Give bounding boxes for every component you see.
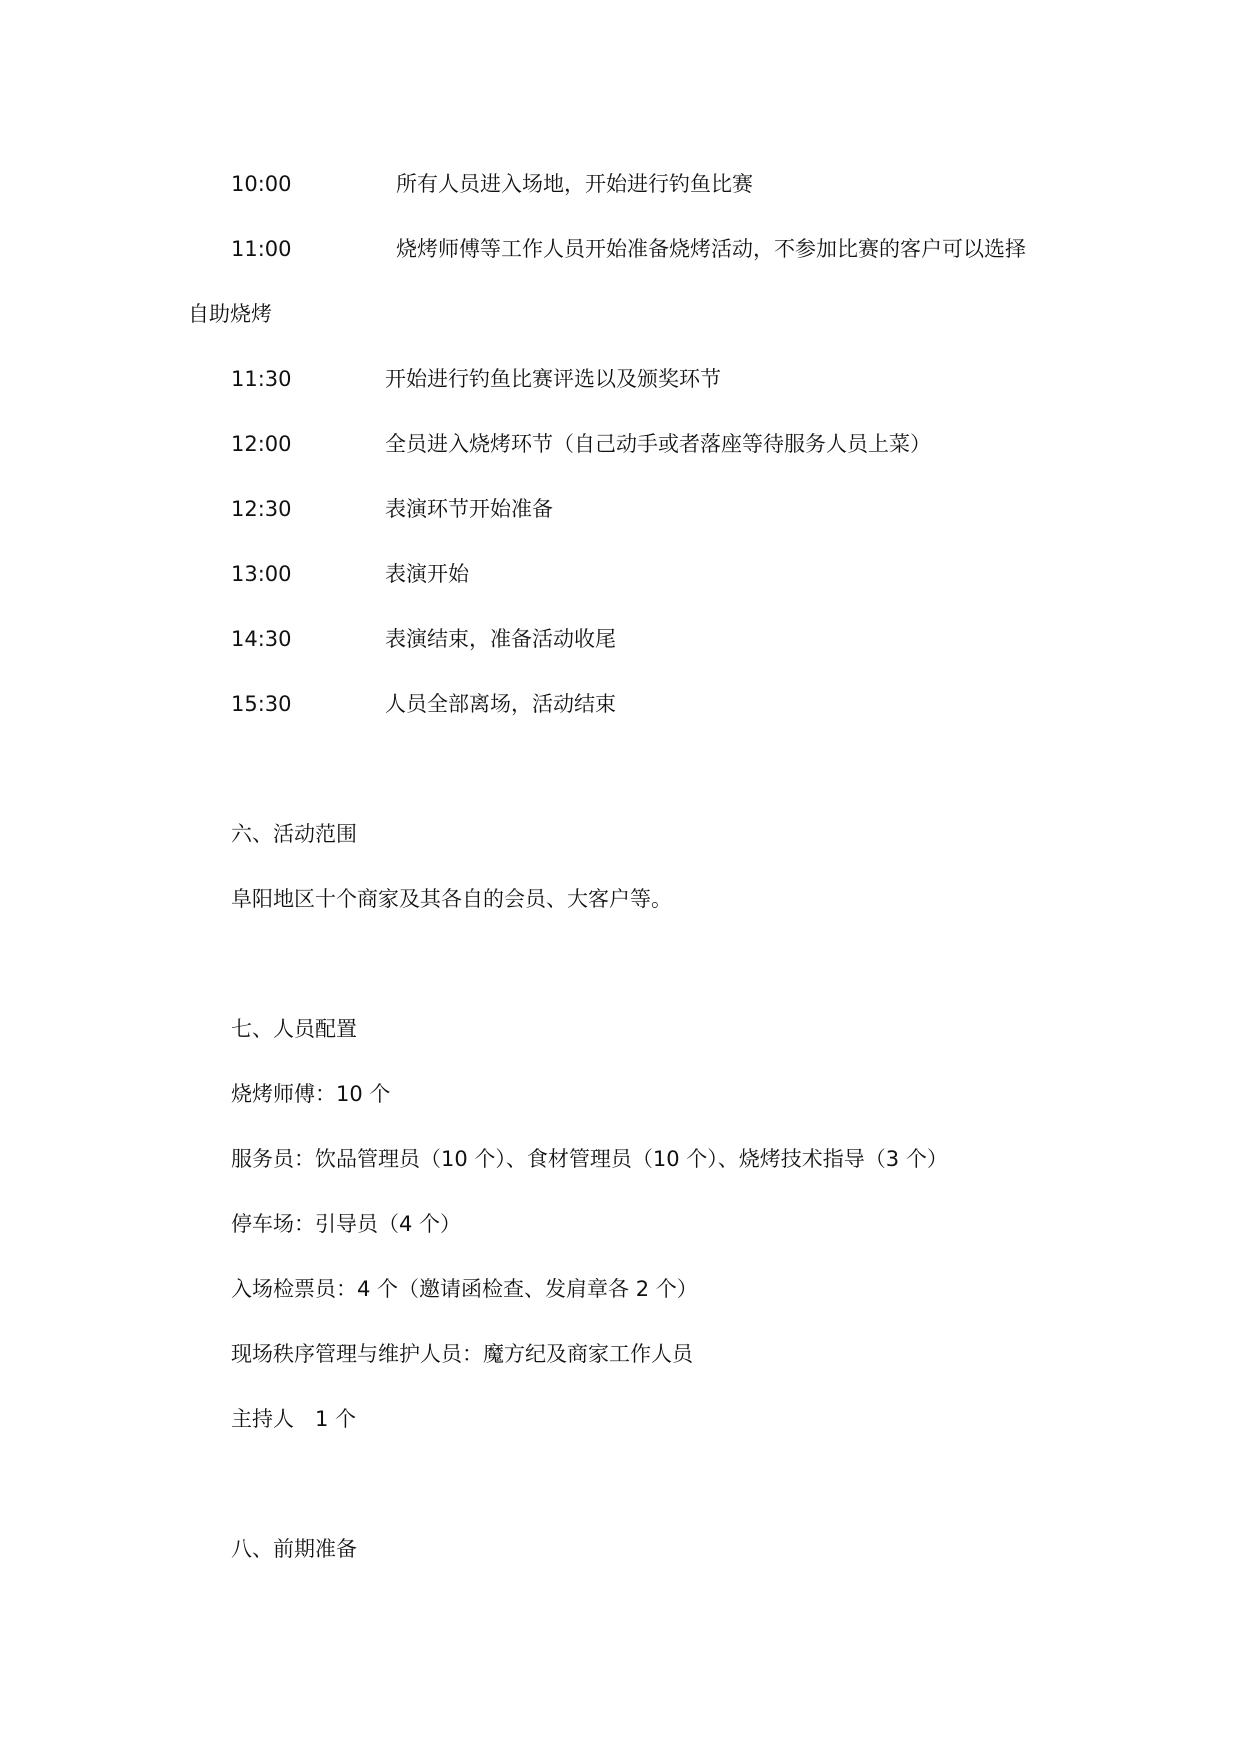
schedule-desc: 所有人员进入场地，开始进行钓鱼比赛 — [396, 172, 753, 196]
staff-item: 服务员：饮品管理员（10 个）、食材管理员（10 个）、烧烤技术指导（3 个） — [231, 1147, 948, 1171]
schedule-time: 12:30 — [231, 497, 292, 521]
schedule-time: 13:00 — [231, 562, 292, 586]
schedule-desc: 表演开始 — [385, 562, 469, 586]
section-heading: 六、活动范围 — [231, 822, 357, 846]
section-heading: 八、前期准备 — [231, 1537, 357, 1561]
schedule-desc: 表演结束，准备活动收尾 — [385, 627, 616, 651]
schedule-time: 12:00 — [231, 432, 292, 456]
section-body: 阜阳地区十个商家及其各自的会员、大客户等。 — [231, 887, 672, 911]
schedule-desc-continuation: 自助烧烤 — [188, 302, 272, 326]
staff-item: 入场检票员：4 个（邀请函检查、发肩章各 2 个） — [231, 1277, 698, 1301]
schedule-desc: 全员进入烧烤环节（自己动手或者落座等待服务人员上菜） — [385, 432, 931, 456]
schedule-desc: 开始进行钓鱼比赛评选以及颁奖环节 — [385, 367, 721, 391]
schedule-time: 15:30 — [231, 692, 292, 716]
schedule-desc: 烧烤师傅等工作人员开始准备烧烤活动，不参加比赛的客户可以选择 — [396, 237, 1026, 261]
schedule-desc: 人员全部离场，活动结束 — [385, 692, 616, 716]
schedule-time: 11:00 — [231, 237, 292, 261]
staff-item: 现场秩序管理与维护人员：魔方纪及商家工作人员 — [231, 1342, 693, 1366]
schedule-time: 11:30 — [231, 367, 292, 391]
schedule-time: 10:00 — [231, 172, 292, 196]
schedule-desc: 表演环节开始准备 — [385, 497, 553, 521]
schedule-time: 14:30 — [231, 627, 292, 651]
section-heading: 七、人员配置 — [231, 1017, 357, 1041]
staff-item: 停车场：引导员（4 个） — [231, 1212, 462, 1236]
staff-item: 主持人 1 个 — [231, 1407, 357, 1431]
staff-item: 烧烤师傅：10 个 — [231, 1082, 391, 1106]
